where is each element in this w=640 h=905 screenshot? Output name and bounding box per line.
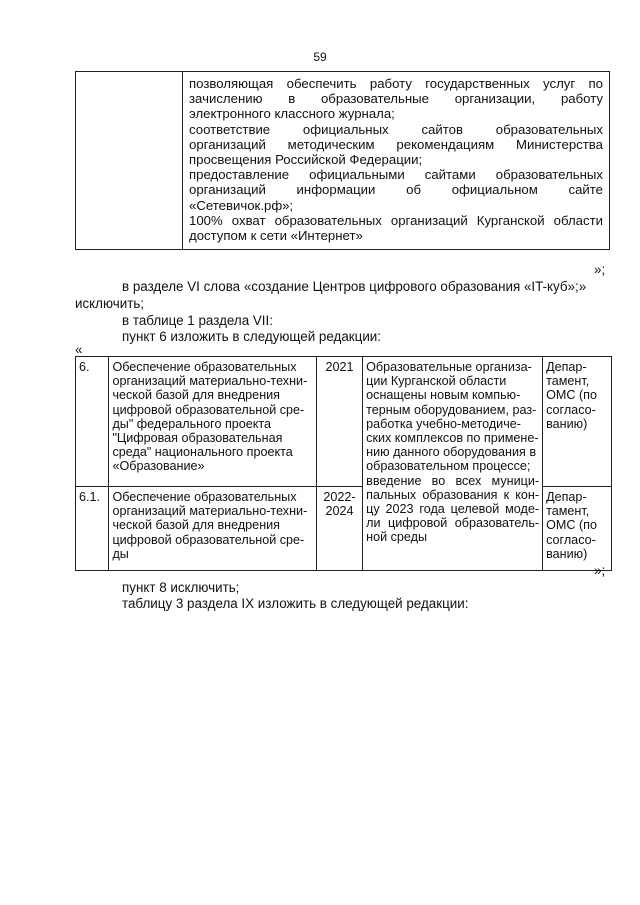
empty-cell: [76, 72, 183, 250]
item-executor: Депар- тамент, ОМС (по согласо- ванию): [543, 357, 612, 487]
items-table: [75, 356, 612, 571]
text-line: позволяющая обеспечить работу государственных услуг по: [189, 76, 603, 91]
item-number: 6.1.: [76, 487, 109, 571]
item-year: 2021: [316, 357, 362, 487]
item-number: 6.: [76, 357, 109, 487]
text-line: зачислению в образовательные организации, работу: [189, 91, 603, 107]
amendment-text: в таблице 1 раздела VII:: [122, 313, 273, 328]
continuation-table: [75, 71, 610, 250]
item-year: 2022- 2024: [316, 487, 362, 571]
item-executor: Депар- тамент, ОМС (по согласо- ванию): [543, 487, 612, 571]
indicators-cell: [183, 72, 610, 250]
text-line: доступом к сети «Интернет»: [189, 228, 363, 244]
page-number: 59: [313, 50, 327, 64]
amendment-text: таблицу 3 раздела IX изложить в следующей редакции:: [122, 596, 469, 611]
amendment-text: пункт 6 изложить в следующей редакции:: [122, 329, 381, 344]
amendment-text: в разделе VI слова «создание Центров цифрового образования «IT-куб»;»: [122, 279, 587, 294]
text-line: соответствие официальных сайтов образовательных: [189, 121, 603, 137]
text-line: 100% охват образовательных организаций Курганской области: [189, 212, 603, 228]
amendment-text: исключить;: [75, 296, 145, 311]
text-line: организаций методическим рекомендациям Министерства: [189, 136, 603, 152]
text-line: предоставление официальными сайтами образовательных: [189, 167, 603, 183]
table-row: [76, 357, 612, 487]
amendment-text: пункт 8 исключить;: [122, 580, 240, 595]
text-line: электронного классного журнала;: [189, 106, 395, 122]
item-result: Образовательные организа- ции Курганской области оснащены новым компью- терным оборудованием, раз- работка учебно-методиче- ских комплексов по примене- нию данного оборудования в образовательном процессе; введение во всех муници- пальных образования к кон- цу 2023 года целевой моде- ли цифровой образователь- ной среды: [363, 357, 543, 571]
text-line: организаций информации об официальном сайте: [189, 182, 603, 198]
text-line: просвещения Российской Федерации;: [189, 152, 423, 168]
text-line: «Сетевичок.рф»;: [189, 197, 294, 213]
closing-quote: »;: [594, 563, 606, 578]
opening-quote: «: [75, 342, 83, 357]
closing-quote: »;: [594, 262, 606, 277]
item-name: Обеспечение образовательных организаций материально-техни- ческой базой для внедрения цифровой образовательной сре- ды" федерального проекта "Цифровая образовательная среда" национального проекта «Образование»: [109, 357, 316, 487]
item-name: Обеспечение образовательных организаций материально-техни- ческой базой для внедрения цифровой образовательной сре- ды: [109, 487, 316, 571]
